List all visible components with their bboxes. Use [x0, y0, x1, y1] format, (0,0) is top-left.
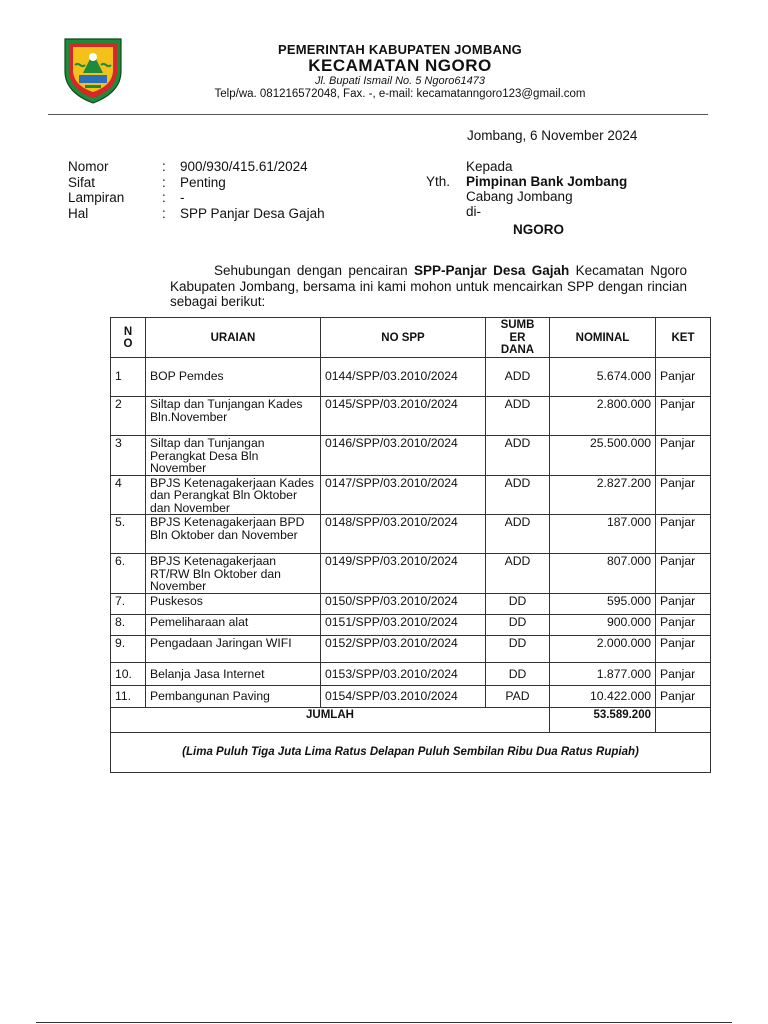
table-header-row: [111, 318, 711, 358]
header-government-name: PEMERINTAH KABUPATEN JOMBANG: [278, 42, 522, 57]
table-row: [111, 358, 711, 397]
cell-nominal: 187.000: [550, 515, 656, 554]
intro-text-2: Kecamatan Ngoro Kabupaten Jombang, bersama ini kami mohon untuk mencairkan SPP dengan rincian sebagai berikut:: [170, 263, 687, 309]
cell-dana: DD: [486, 635, 550, 662]
table-row: [111, 436, 711, 476]
header-address: Jl. Bupati Ismail No. 5 Ngoro61473: [315, 75, 485, 87]
meta-value: 900/930/415.61/2024: [180, 159, 308, 174]
meta-colon: :: [162, 190, 166, 205]
cell-spp: 0145/SPP/03.2010/2024: [321, 397, 486, 436]
header-divider: [48, 114, 708, 115]
table-row: [111, 397, 711, 436]
cell-spp: 0146/SPP/03.2010/2024: [321, 436, 486, 476]
cell-uraian: Puskesos: [146, 593, 321, 614]
cell-uraian: Belanja Jasa Internet: [146, 662, 321, 685]
letter-date: Jombang, 6 November 2024: [467, 128, 638, 143]
cell-no: 6.: [111, 554, 146, 594]
cell-spp: 0150/SPP/03.2010/2024: [321, 593, 486, 614]
cell-ket: Panjar: [656, 554, 711, 594]
cell-uraian: BPJS Ketenagakerjaan RT/RW Bln Oktober dan November: [146, 554, 321, 594]
cell-spp: 0154/SPP/03.2010/2024: [321, 685, 486, 707]
kabupaten-jombang-emblem-logo: [61, 35, 125, 105]
cell-nominal: 25.500.000: [550, 436, 656, 476]
table-row: [111, 593, 711, 614]
cell-ket: Panjar: [656, 593, 711, 614]
cell-no: 1: [111, 358, 146, 397]
total-value: 53.589.200: [550, 707, 656, 732]
intro-paragraph: [170, 263, 687, 310]
intro-bold-subject: SPP-Panjar Desa Gajah: [413, 263, 570, 278]
table-row: [111, 662, 711, 685]
cell-dana: ADD: [486, 515, 550, 554]
cell-uraian: BPJS Ketenagakerjaan Kades dan Perangkat Bln Oktober dan November: [146, 475, 321, 515]
meta-colon: :: [162, 159, 166, 174]
cell-no: 9.: [111, 635, 146, 662]
header-district-name: KECAMATAN NGORO: [308, 56, 492, 75]
page-bottom-line: [36, 1022, 732, 1023]
header-uraian: URAIAN: [146, 318, 321, 358]
cell-no: 7.: [111, 593, 146, 614]
table-row: [111, 635, 711, 662]
table-row: [111, 685, 711, 707]
header-no-spp: NO SPP: [321, 318, 486, 358]
table-row: [111, 475, 711, 515]
cell-dana: ADD: [486, 475, 550, 515]
cell-no: 8.: [111, 614, 146, 635]
cell-uraian: BPJS Ketenagakerjaan BPD Bln Oktober dan November: [146, 515, 321, 554]
letter-meta-block: [68, 159, 325, 221]
cell-dana: ADD: [486, 358, 550, 397]
cell-ket: Panjar: [656, 397, 711, 436]
cell-dana: ADD: [486, 397, 550, 436]
cell-dana: DD: [486, 614, 550, 635]
meta-colon: :: [162, 174, 166, 190]
cell-ket: Panjar: [656, 685, 711, 707]
cell-no: 3: [111, 436, 146, 476]
cell-spp: 0149/SPP/03.2010/2024: [321, 554, 486, 594]
cell-spp: 0144/SPP/03.2010/2024: [321, 358, 486, 397]
recipient-name: Pimpinan Bank Jombang: [466, 174, 628, 189]
header-contact: Telp/wa. 081216572048, Fax. -, e-mail: kecamatanngoro123@gmail.com: [214, 88, 586, 100]
recipient-city: NGORO: [513, 222, 565, 237]
spp-table: [110, 317, 711, 773]
cell-spp: 0148/SPP/03.2010/2024: [321, 515, 486, 554]
terbilang-text: (Lima Puluh Tiga Juta Lima Ratus Delapan Puluh Sembilan Ribu Dua Ratus Rupiah): [111, 732, 711, 772]
cell-no: 2: [111, 397, 146, 436]
cell-dana: DD: [486, 662, 550, 685]
cell-no: 10.: [111, 662, 146, 685]
table-row: [111, 515, 711, 554]
total-label: JUMLAH: [111, 707, 550, 732]
cell-uraian: Pembangunan Paving: [146, 685, 321, 707]
header-sumber-dana: SUMB ER DANA: [486, 318, 550, 358]
meta-value: Penting: [180, 174, 226, 190]
recipient-yth: Yth.: [426, 174, 451, 189]
header-ket: KET: [656, 318, 711, 358]
meta-colon: :: [162, 205, 166, 221]
meta-label: Lampiran: [68, 190, 125, 205]
cell-uraian: Pemeliharaan alat: [146, 614, 321, 635]
cell-nominal: 2.800.000: [550, 397, 656, 436]
meta-row-lampiran: [68, 190, 325, 206]
recipient-branch: Cabang Jombang: [466, 189, 573, 204]
cell-uraian: Pengadaan Jaringan WIFI: [146, 635, 321, 662]
cell-no: 4: [111, 475, 146, 515]
meta-label: Hal: [68, 205, 89, 221]
meta-row-sifat: [68, 175, 325, 191]
cell-ket: Panjar: [656, 358, 711, 397]
total-row: [111, 707, 711, 732]
cell-ket: Panjar: [656, 515, 711, 554]
cell-no: 11.: [111, 685, 146, 707]
cell-dana: ADD: [486, 554, 550, 594]
cell-dana: DD: [486, 593, 550, 614]
intro-text-1: Sehubungan dengan pencairan: [214, 263, 414, 278]
table-row: [111, 554, 711, 594]
cell-spp: 0152/SPP/03.2010/2024: [321, 635, 486, 662]
meta-value: -: [180, 190, 185, 205]
recipient-kepada: Kepada: [466, 159, 513, 174]
table-row: [111, 614, 711, 635]
recipient-block: [426, 159, 627, 237]
cell-no: 5.: [111, 515, 146, 554]
cell-nominal: 900.000: [550, 614, 656, 635]
header-no: N O: [111, 318, 146, 358]
cell-nominal: 5.674.000: [550, 358, 656, 397]
meta-label: Nomor: [68, 159, 109, 174]
meta-label: Sifat: [68, 174, 96, 190]
meta-row-nomor: [68, 159, 325, 175]
cell-ket: Panjar: [656, 436, 711, 476]
cell-nominal: 807.000: [550, 554, 656, 594]
cell-uraian: Siltap dan Tunjangan Kades Bln.November: [146, 397, 321, 436]
cell-ket: Panjar: [656, 635, 711, 662]
cell-nominal: 2.827.200: [550, 475, 656, 515]
cell-nominal: 595.000: [550, 593, 656, 614]
cell-nominal: 10.422.000: [550, 685, 656, 707]
cell-uraian: Siltap dan Tunjangan Perangkat Desa Bln November: [146, 436, 321, 476]
cell-ket: Panjar: [656, 475, 711, 515]
cell-nominal: 1.877.000: [550, 662, 656, 685]
header-nominal: NOMINAL: [550, 318, 656, 358]
cell-ket: Panjar: [656, 662, 711, 685]
total-ket-empty: [656, 707, 711, 732]
cell-dana: ADD: [486, 436, 550, 476]
meta-row-hal: [68, 206, 325, 222]
cell-dana: PAD: [486, 685, 550, 707]
cell-spp: 0147/SPP/03.2010/2024: [321, 475, 486, 515]
cell-spp: 0151/SPP/03.2010/2024: [321, 614, 486, 635]
meta-value: SPP Panjar Desa Gajah: [180, 205, 325, 221]
cell-nominal: 2.000.000: [550, 635, 656, 662]
cell-ket: Panjar: [656, 614, 711, 635]
terbilang-row: [111, 732, 711, 772]
recipient-di: di-: [466, 204, 482, 219]
cell-uraian: BOP Pemdes: [146, 358, 321, 397]
cell-spp: 0153/SPP/03.2010/2024: [321, 662, 486, 685]
